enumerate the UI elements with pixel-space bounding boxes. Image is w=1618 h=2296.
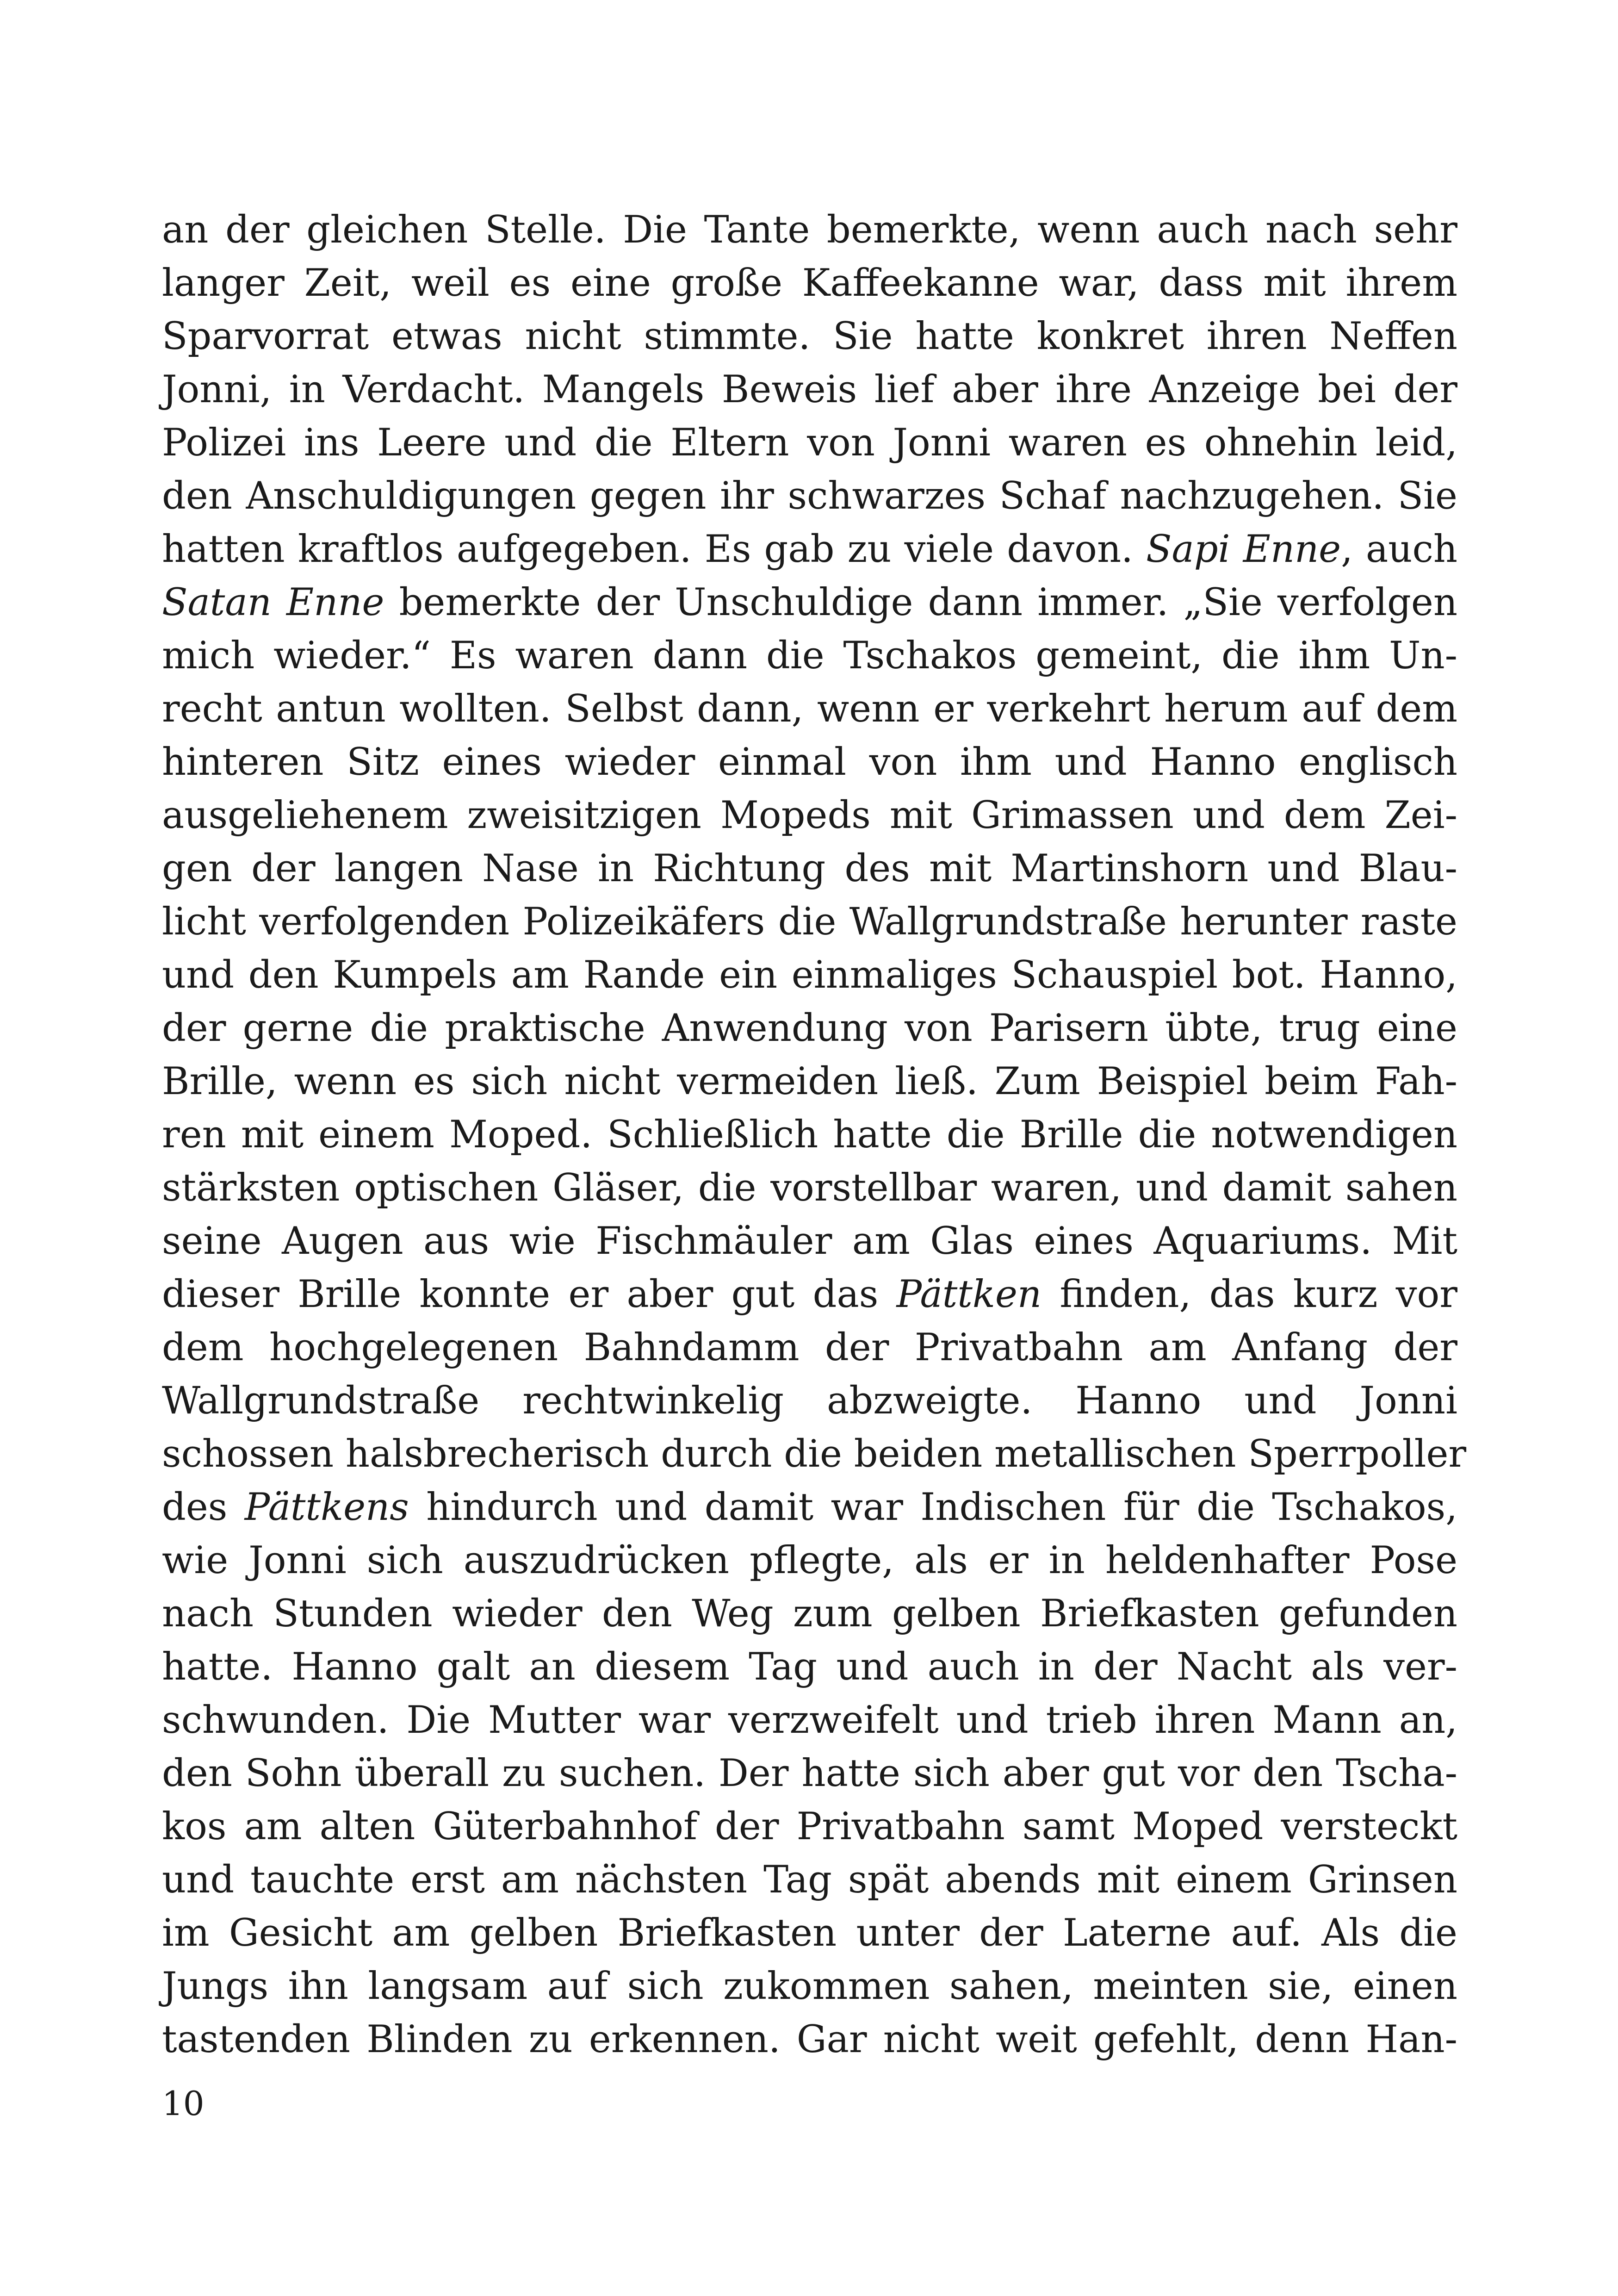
page-number: 10 (162, 2084, 205, 2123)
text-segment: dem hochgelegenen Bahndamm der Privatbahn am Anfang der (162, 1326, 1457, 1369)
text-segment: hatte. Hanno galt an diesem Tag und auch in der Nacht als ver- (162, 1645, 1457, 1689)
text-line (162, 470, 1457, 523)
text-segment: und tauchte erst am nächsten Tag spät abends mit einem Grinsen (162, 1858, 1457, 1902)
italic-term: Pättkens (244, 1486, 409, 1529)
text-line (162, 1055, 1457, 1108)
text-line (162, 1587, 1457, 1641)
text-segment: stärksten optischen Gläser, die vorstellbar waren, und damit sahen (162, 1166, 1457, 1210)
text-line (162, 1428, 1467, 1481)
text-segment: nach Stunden wieder den Weg zum gelben Briefkasten gefunden (162, 1592, 1457, 1636)
text-line (162, 204, 1457, 257)
text-segment: schossen halsbrecherisch durch die beiden metallischen Sperrpoller (162, 1432, 1467, 1476)
text-line (162, 1321, 1457, 1375)
text-line (162, 2013, 1457, 2066)
text-segment: und den Kumpels am Rande ein einmaliges Schauspiel bot. Hanno, (162, 953, 1457, 997)
text-segment: hinteren Sitz eines wieder einmal von ihm und Hanno englisch (162, 740, 1457, 784)
text-segment: kos am alten Güterbahnhof der Privatbahn samt Moped versteckt (162, 1805, 1457, 1848)
text-line (162, 576, 1457, 629)
text-segment: seine Augen aus wie Fischmäuler am Glas eines Aquariums. Mit (162, 1220, 1457, 1263)
text-line (162, 683, 1457, 736)
text-segment: Brille, wenn es sich nicht vermeiden ließ. Zum Beispiel beim Fah- (162, 1060, 1457, 1103)
text-line (162, 1108, 1457, 1162)
text-segment: dieser Brille konnte er aber gut das (162, 1273, 897, 1316)
text-line (162, 1800, 1457, 1854)
text-segment: bemerkte der Unschuldige dann immer. „Sie verfolgen (384, 581, 1458, 624)
italic-term: Sapi Enne (1146, 528, 1341, 571)
text-line (162, 1375, 1457, 1428)
body-text (162, 204, 1467, 2066)
text-segment: recht antun wollten. Selbst dann, wenn er verkehrt herum auf dem (162, 687, 1457, 731)
text-line (162, 417, 1457, 470)
italic-term: Satan Enne (162, 581, 384, 624)
text-segment: hindurch und damit war Indischen für die Tschakos, (409, 1486, 1457, 1529)
text-line (162, 896, 1457, 949)
text-line (162, 736, 1457, 789)
text-segment: Wallgrundstraße rechtwinkelig abzweigte. Hanno und Jonni (162, 1379, 1457, 1423)
text-segment: wie Jonni sich auszudrücken pflegte, als er in heldenhafter Pose (162, 1539, 1457, 1582)
text-line (162, 1854, 1457, 1907)
text-segment: ausgeliehenem zweisitzigen Mopeds mit Grimassen und dem Zei- (162, 794, 1457, 837)
text-segment: tastenden Blinden zu erkennen. Gar nicht weit gefehlt, denn Han- (162, 2018, 1457, 2061)
text-segment: licht verfolgenden Polizeikäfers die Wallgrundstraße herunter raste (162, 900, 1457, 944)
text-line (162, 949, 1457, 1002)
text-line (162, 1907, 1457, 1960)
text-line (162, 257, 1457, 310)
text-segment: den Sohn überall zu suchen. Der hatte sich aber gut vor den Tscha- (162, 1752, 1457, 1795)
text-segment: Polizei ins Leere und die Eltern von Jonni waren es ohnehin leid, (162, 421, 1457, 465)
text-segment: an der gleichen Stelle. Die Tante bemerkte, wenn auch nach sehr (162, 208, 1457, 252)
text-line (162, 1641, 1457, 1694)
text-line (162, 1002, 1457, 1055)
italic-term: Pättken (896, 1273, 1042, 1316)
text-segment: im Gesicht am gelben Briefkasten unter der Laterne auf. Als die (162, 1911, 1457, 1955)
text-line (162, 363, 1457, 417)
text-segment: Jonni, in Verdacht. Mangels Beweis lief aber ihre Anzeige bei der (162, 368, 1457, 411)
text-segment: ren mit einem Moped. Schließlich hatte die Brille die notwendigen (162, 1113, 1457, 1157)
text-segment: schwunden. Die Mutter war verzweifelt und trieb ihren Mann an, (162, 1699, 1457, 1742)
text-line (162, 842, 1457, 896)
text-segment: den Anschuldigungen gegen ihr schwarzes Schaf nachzugehen. Sie (162, 474, 1457, 518)
text-segment: gen der langen Nase in Richtung des mit Martinshorn und Blau- (162, 847, 1457, 890)
text-line (162, 629, 1457, 683)
text-segment: des (162, 1486, 245, 1529)
text-line (162, 523, 1457, 576)
text-segment: langer Zeit, weil es eine große Kaffeekanne war, dass mit ihrem (162, 261, 1457, 305)
text-segment: , auch (1341, 528, 1457, 571)
text-segment: Sparvorrat etwas nicht stimmte. Sie hatte konkret ihren Neffen (162, 315, 1457, 358)
text-line (162, 1162, 1457, 1215)
text-segment: hatten kraftlos aufgegeben. Es gab zu viele davon. (162, 528, 1147, 571)
text-line (162, 1481, 1457, 1534)
text-line (162, 1534, 1457, 1587)
text-line (162, 1694, 1457, 1747)
text-segment: finden, das kurz vor (1041, 1273, 1457, 1316)
text-line (162, 1747, 1457, 1800)
text-line (162, 310, 1457, 363)
text-line (162, 1960, 1457, 2013)
text-segment: Jungs ihn langsam auf sich zukommen sahen, meinten sie, einen (162, 1965, 1457, 2008)
text-segment: mich wieder.“ Es waren dann die Tschakos gemeint, die ihm Un- (162, 634, 1457, 678)
text-line (162, 789, 1457, 842)
text-line (162, 1215, 1457, 1268)
text-line (162, 1268, 1457, 1321)
text-segment: der gerne die praktische Anwendung von Parisern übte, trug eine (162, 1007, 1457, 1050)
